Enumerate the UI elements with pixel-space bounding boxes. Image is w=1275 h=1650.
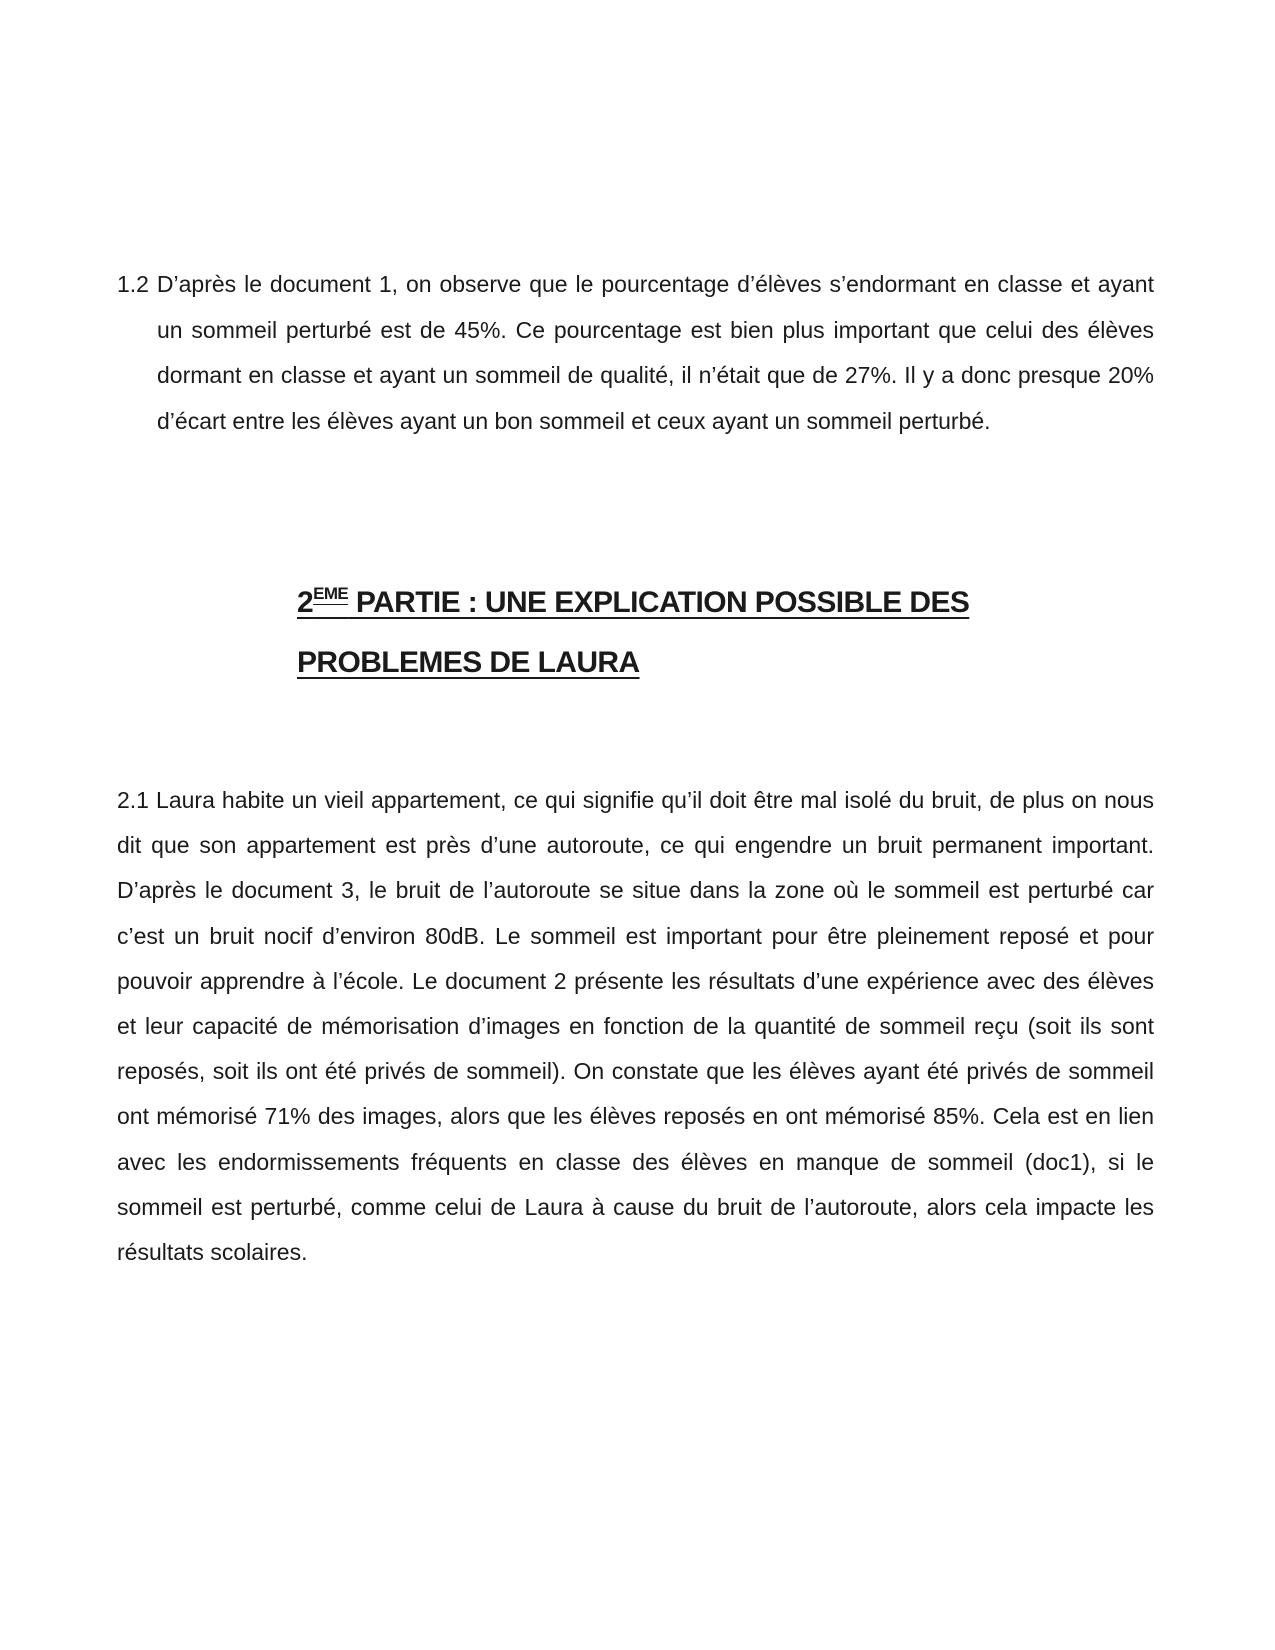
- paragraph-1-2: 1.2 D’après le document 1, on observe que le pourcentage d’élèves s’endormant en classe et ayant un sommeil perturbé est de 45%. Ce pourcentage est bien plus important que celui des élèves dormant en classe et ayant un sommeil de qualité, il n’était que de 27%. Il y a donc presque 20% d’écart entre les élèves ayant un bon sommeil et ceux ayant un sommeil perturbé.: [117, 271, 1154, 434]
- heading-line-1: [297, 586, 969, 619]
- paragraph-2-1: 2.1 Laura habite un vieil appartement, ce qui signifie qu’il doit être mal isolé du bruit, de plus on nous dit que son appartement est près d’une autoroute, ce qui engendre un bruit permanent important. D’après le document 3, le bruit de l’autoroute se situe dans la zone où le sommeil est perturbé car c’est un bruit nocif d’environ 80dB. Le sommeil est important pour être pleinement reposé et pour pouvoir apprendre à l’école. Le document 2 présente les résultats d’une expérience avec des élèves et leur capacité de mémorisation d’images en fonction de la quantité de sommeil reçu (soit ils sont reposés, soit ils ont été privés de sommeil). On constate que les élèves ayant été privés de sommeil ont mémorisé 71% des images, alors que les élèves reposés en ont mémorisé 85%. Cela est en lien avec les endormissements fréquents en classe des élèves en manque de sommeil (doc1), si le sommeil est perturbé, comme celui de Laura à cause du bruit de l’autoroute, alors cela impacte les résultats scolaires.: [117, 787, 1154, 1266]
- heading-number: 2: [297, 586, 314, 619]
- heading-line-2: PROBLEMES DE LAURA: [297, 646, 640, 679]
- heading-superscript: EME: [313, 584, 349, 603]
- heading-line-1-text: PARTIE : UNE EXPLICATION POSSIBLE DES: [348, 586, 970, 619]
- section-heading-partie-2: [297, 573, 1057, 693]
